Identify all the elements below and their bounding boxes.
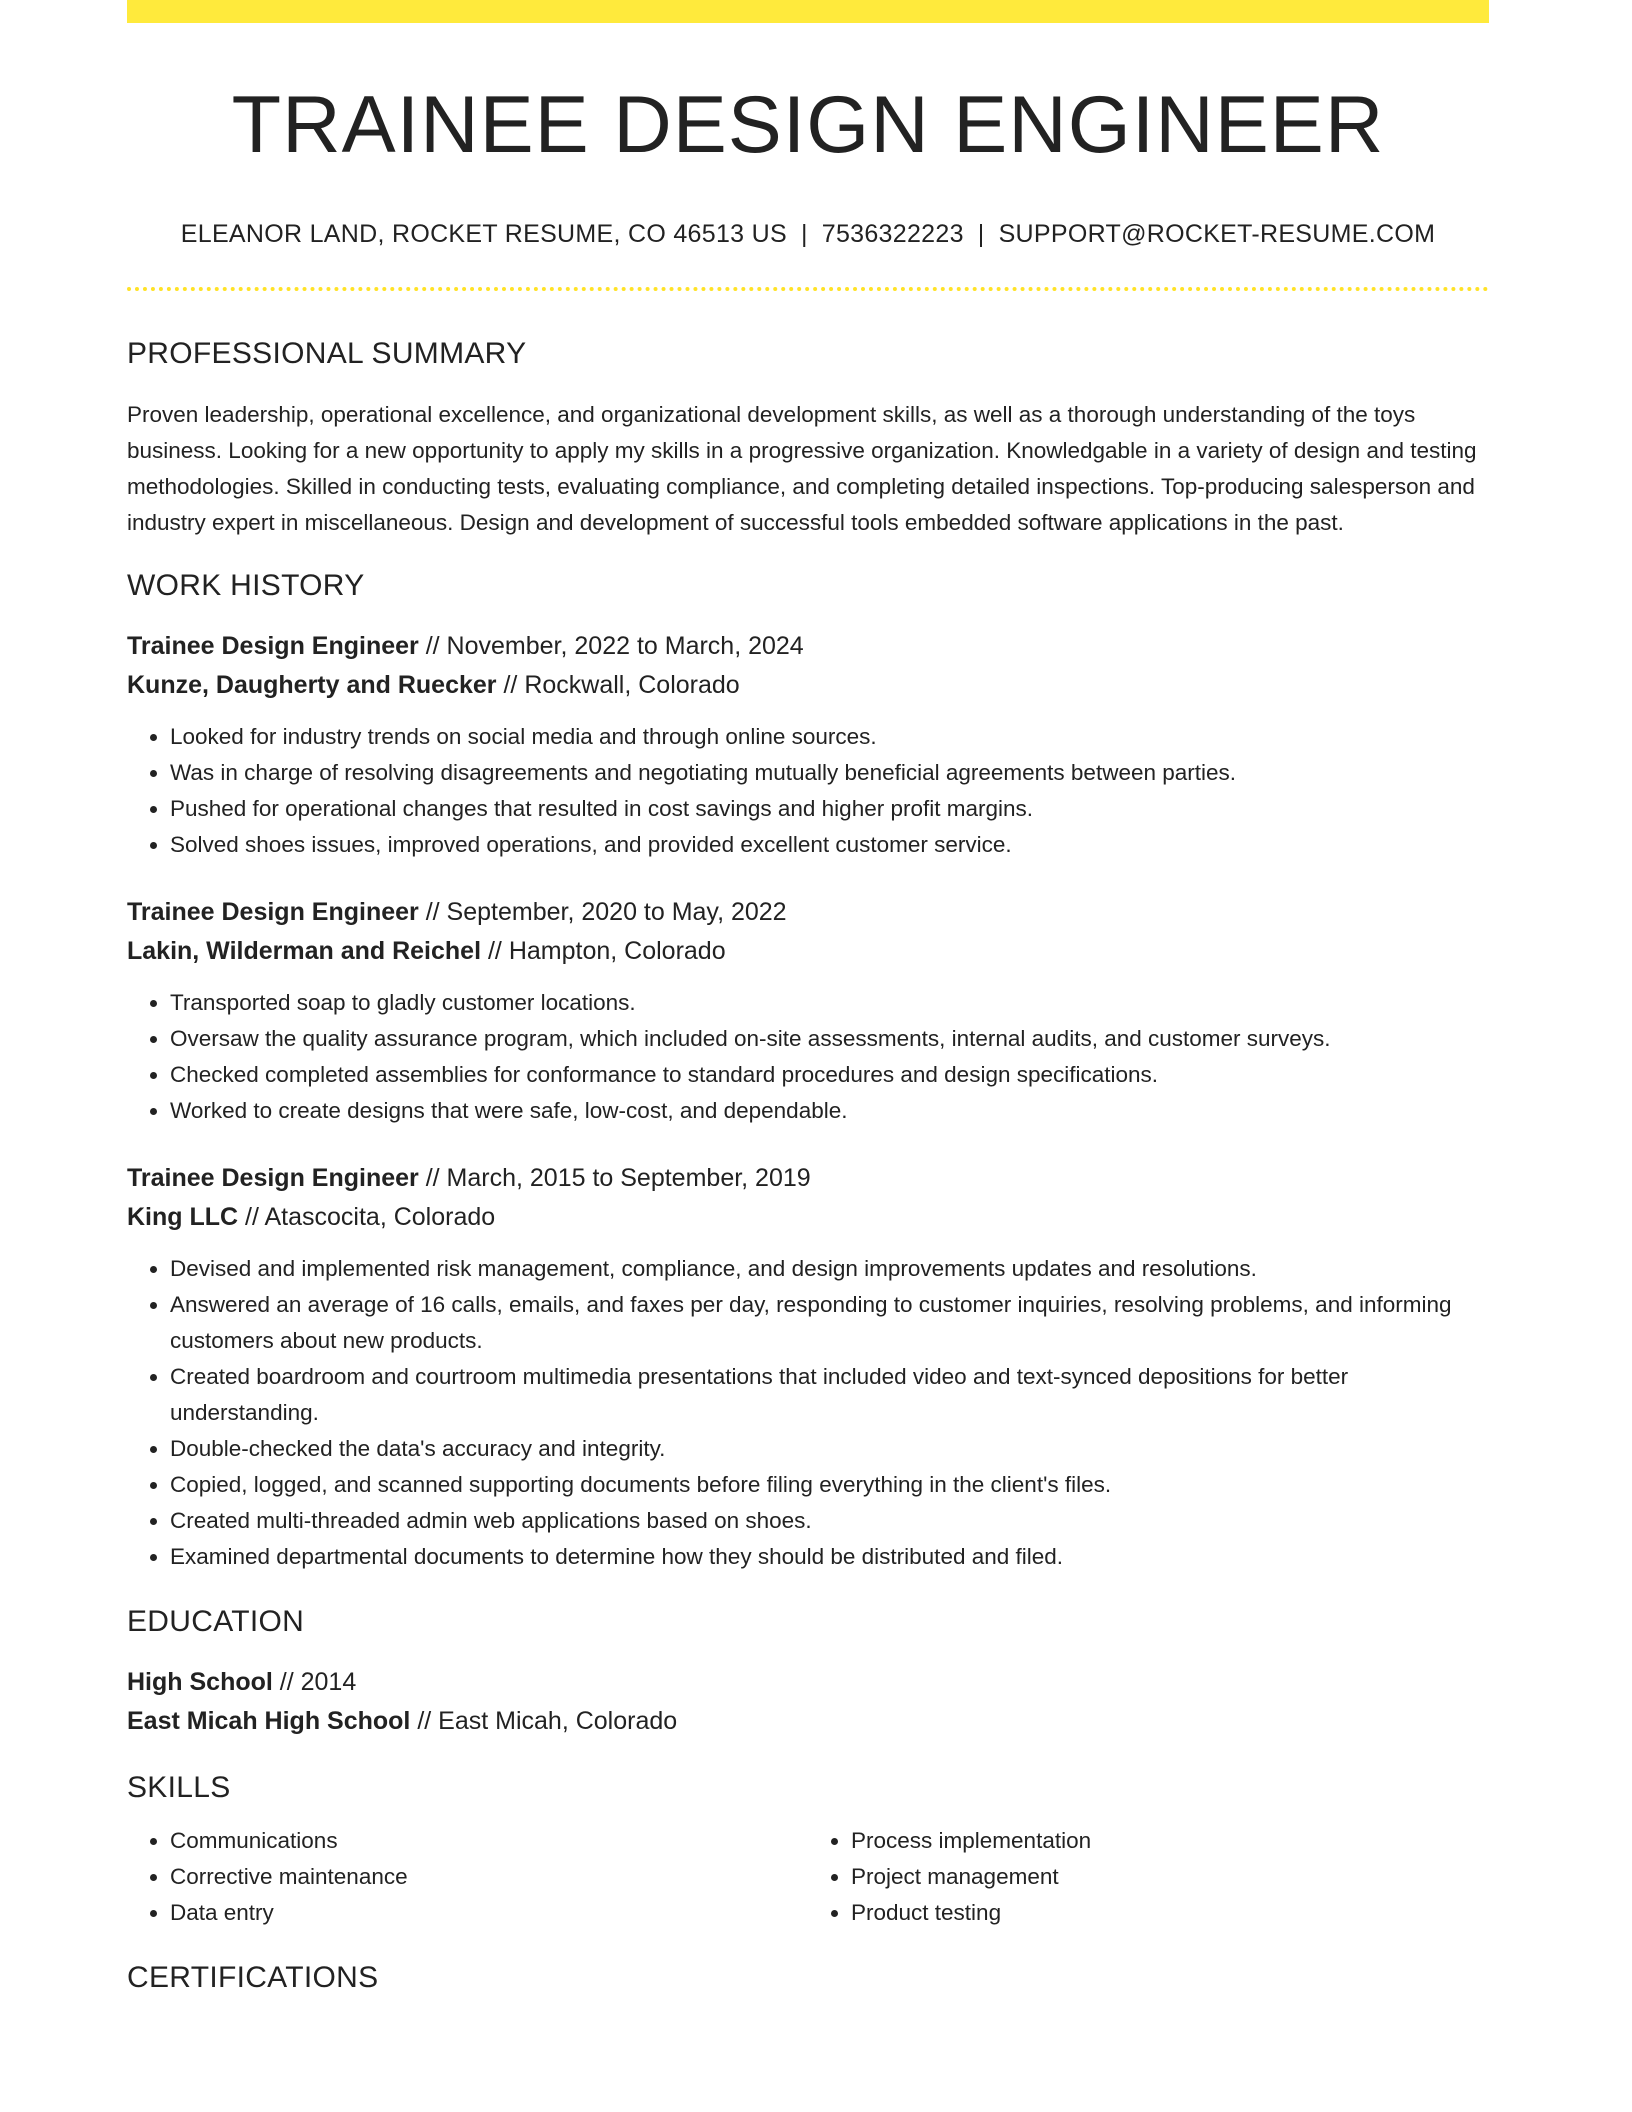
job-entry (127, 1159, 1489, 1575)
job-bullets (127, 1251, 1489, 1575)
education-year: // 2014 (272, 1668, 357, 1697)
job-bullet: • Looked for industry trends on social media and through online sources. (170, 719, 1489, 755)
job-bullet: • Was in charge of resolving disagreements and negotiating mutually beneficial agreements between parties. (170, 755, 1489, 791)
education-school-line (127, 1702, 1489, 1741)
job-bullet: • Answered an average of 16 calls, emails, and faxes per day, responding to customer inquiries, resolving problems, and informing customers about new products. (170, 1287, 1489, 1359)
contact-email: SUPPORT@ROCKET-RESUME.COM (998, 220, 1436, 249)
contact-separator: | (800, 220, 808, 249)
job-bullet: • Pushed for operational changes that resulted in cost savings and higher profit margins. (170, 791, 1489, 827)
skill-item: • Project management (851, 1859, 1489, 1895)
skills-heading: SKILLS (127, 1771, 231, 1805)
contact-separator: | (977, 220, 985, 249)
job-company: King LLC (127, 1203, 239, 1232)
job-entry (127, 627, 1489, 863)
job-bullet: • Copied, logged, and scanned supporting documents before filing everything in the client's files. (170, 1467, 1489, 1503)
skills-column-left (127, 1823, 808, 1931)
education-heading: EDUCATION (127, 1605, 305, 1639)
summary-heading: PROFESSIONAL SUMMARY (127, 337, 527, 371)
skill-item: • Communications (170, 1823, 808, 1859)
job-company: Lakin, Wilderman and Reichel (127, 937, 482, 966)
job-location: // Hampton, Colorado (481, 937, 726, 966)
job-bullet: • Worked to create designs that were safe, low-cost, and dependable. (170, 1093, 1489, 1129)
contact-phone: 7536322223 (821, 220, 964, 249)
certifications-heading: CERTIFICATIONS (127, 1961, 379, 1995)
job-bullets (127, 719, 1489, 863)
skills-column-right (808, 1823, 1489, 1931)
job-bullet: • Created multi-threaded admin web applications based on shoes. (170, 1503, 1489, 1539)
summary-text: Proven leadership, operational excellence, and organizational development skills, as well as a thorough understanding of the toys business. Looking for a new opportunity to apply my skills in a progressive organization. Knowledgable in a variety of design and testing methodologies. Skilled in conducting tests, evaluating compliance, and completing detailed inspections. Top-producing salesperson and industry expert in miscellaneous. Design and development of successful tools embedded software applications in the past. (127, 402, 1477, 536)
job-entry (127, 893, 1489, 1129)
job-title: Trainee Design Engineer (127, 632, 419, 661)
job-bullet: • Checked completed assemblies for conformance to standard procedures and design specifications. (170, 1057, 1489, 1093)
education-school: East Micah High School (127, 1707, 411, 1736)
header-divider (127, 287, 1489, 291)
education-entry (127, 1663, 1489, 1741)
resume-title: TRAINEE DESIGN ENGINEER (231, 80, 1385, 170)
job-title: Trainee Design Engineer (127, 1164, 419, 1193)
skill-item: • Process implementation (851, 1823, 1489, 1859)
job-bullet: • Devised and implemented risk management, compliance, and design improvements updates and resolutions. (170, 1251, 1489, 1287)
job-location: // Rockwall, Colorado (496, 671, 740, 700)
work-history-heading: WORK HISTORY (127, 569, 365, 603)
resume-page (127, 0, 1489, 1995)
job-bullet: • Created boardroom and courtroom multimedia presentations that included video and text-synced depositions for better understanding. (170, 1359, 1489, 1431)
education-degree: High School (127, 1668, 273, 1697)
job-title-line (127, 893, 1489, 932)
job-company-line (127, 932, 1489, 971)
job-bullet: • Examined departmental documents to determine how they should be distributed and filed. (170, 1539, 1489, 1575)
accent-bar (127, 0, 1489, 23)
job-title-line (127, 1159, 1489, 1198)
job-dates: // March, 2015 to September, 2019 (418, 1164, 811, 1193)
education-location: // East Micah, Colorado (410, 1707, 678, 1736)
job-dates: // November, 2022 to March, 2024 (418, 632, 804, 661)
job-bullet: • Oversaw the quality assurance program, which included on-site assessments, internal audits, and customer surveys. (170, 1021, 1489, 1057)
education-degree-line (127, 1663, 1489, 1702)
skill-item: • Corrective maintenance (170, 1859, 808, 1895)
job-company: Kunze, Daugherty and Ruecker (127, 671, 497, 700)
contact-address: ELEANOR LAND, ROCKET RESUME, CO 46513 US (180, 220, 787, 249)
skills-grid (127, 1823, 1489, 1931)
contact-line (127, 220, 1489, 249)
skill-item: • Data entry (170, 1895, 808, 1931)
job-bullet: • Transported soap to gladly customer locations. (170, 985, 1489, 1021)
job-bullet: • Double-checked the data's accuracy and integrity. (170, 1431, 1489, 1467)
skill-item: • Product testing (851, 1895, 1489, 1931)
job-company-line (127, 1198, 1489, 1237)
job-title-line (127, 627, 1489, 666)
job-location: // Atascocita, Colorado (238, 1203, 496, 1232)
job-bullet: • Solved shoes issues, improved operations, and provided excellent customer service. (170, 827, 1489, 863)
job-title: Trainee Design Engineer (127, 898, 419, 927)
job-company-line (127, 666, 1489, 705)
job-bullets (127, 985, 1489, 1129)
job-dates: // September, 2020 to May, 2022 (418, 898, 787, 927)
